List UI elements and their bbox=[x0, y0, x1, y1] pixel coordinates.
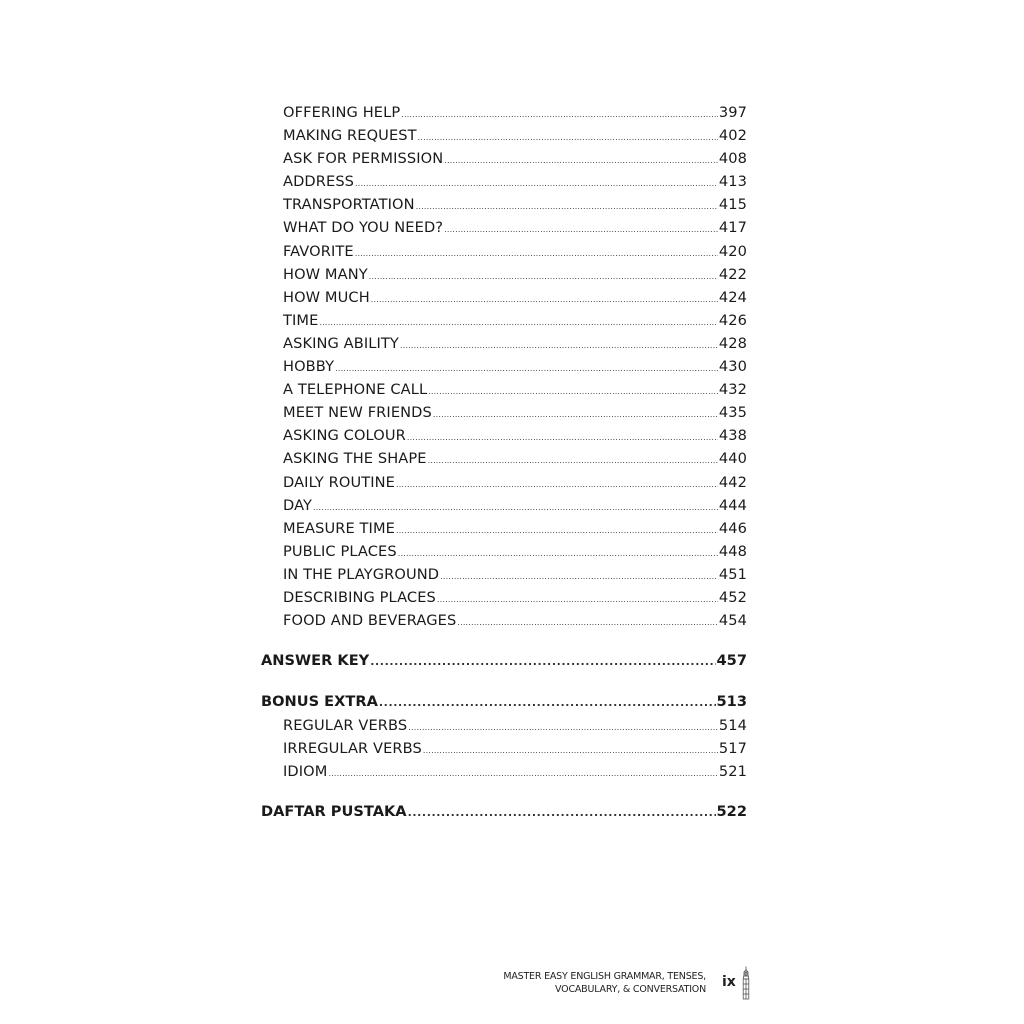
toc-leader-dots bbox=[355, 179, 718, 188]
toc-section-title: BONUS EXTRA bbox=[261, 693, 378, 711]
toc-leader-dots bbox=[433, 410, 718, 419]
toc-leader-dots bbox=[418, 133, 718, 142]
toc-entry-page: 415 bbox=[718, 196, 747, 214]
page-number: ix bbox=[722, 974, 736, 990]
toc-entry bbox=[261, 763, 747, 786]
toc-section-daftar-pustaka bbox=[261, 803, 747, 827]
toc-leader-dots bbox=[416, 202, 718, 211]
footer-book-title-line1: MASTER EASY ENGLISH GRAMMAR, TENSES, bbox=[503, 971, 706, 982]
toc-entry-title: DESCRIBING PLACES bbox=[283, 588, 436, 606]
toc-leader-dots bbox=[319, 318, 717, 327]
toc-leader-dots bbox=[396, 480, 718, 489]
toc-entry-title: WHAT DO YOU NEED? bbox=[283, 219, 444, 237]
toc-entry-title: TRANSPORTATION bbox=[283, 196, 415, 214]
toc-leader-dots bbox=[370, 655, 715, 668]
toc-entry-title: PUBLIC PLACES bbox=[283, 542, 397, 560]
toc-entry-page: 430 bbox=[718, 358, 747, 376]
toc-entry bbox=[261, 173, 747, 196]
toc-leader-dots bbox=[335, 364, 718, 373]
toc-entry bbox=[261, 566, 747, 589]
toc-leader-dots bbox=[313, 503, 718, 512]
toc-leader-dots bbox=[407, 433, 718, 442]
toc-entry-page: 408 bbox=[718, 150, 747, 168]
toc-entry-title: ASKING THE SHAPE bbox=[283, 450, 427, 468]
toc-entry bbox=[261, 740, 747, 763]
toc-entry bbox=[261, 196, 747, 219]
toc-leader-dots bbox=[398, 549, 718, 558]
toc-entry-page: 426 bbox=[718, 311, 747, 329]
toc-entry-page: 444 bbox=[718, 496, 747, 514]
toc-entry bbox=[261, 612, 747, 635]
toc-entry bbox=[261, 543, 747, 566]
toc-entry-title: HOW MANY bbox=[283, 265, 368, 283]
toc-leader-dots bbox=[408, 806, 716, 819]
toc-leader-dots bbox=[328, 769, 717, 778]
toc-entry-title: ASKING ABILITY bbox=[283, 334, 399, 352]
toc-entry-title: IN THE PLAYGROUND bbox=[283, 565, 440, 583]
toc-entry bbox=[261, 589, 747, 612]
toc-entry-page: 413 bbox=[718, 173, 747, 191]
toc-entry-title: IRREGULAR VERBS bbox=[283, 740, 422, 758]
toc-entry-title: REGULAR VERBS bbox=[283, 717, 408, 735]
toc-leader-dots bbox=[401, 110, 718, 119]
toc-entry-title: ADDRESS bbox=[283, 173, 355, 191]
toc-entry-title: MAKING REQUEST bbox=[283, 127, 417, 145]
toc-entry-page: 435 bbox=[718, 404, 747, 422]
toc-entry-page: 451 bbox=[718, 565, 747, 583]
toc-leader-dots bbox=[396, 526, 718, 535]
toc-entry-page: 417 bbox=[718, 219, 747, 237]
toc-entry-title: HOW MUCH bbox=[283, 288, 370, 306]
toc-leader-dots bbox=[400, 341, 718, 350]
toc-entry-page: 428 bbox=[718, 334, 747, 352]
toc-leader-dots bbox=[457, 618, 718, 627]
toc-entry-title: TIME bbox=[283, 311, 319, 329]
toc-entry-page: 440 bbox=[718, 450, 747, 468]
toc-entry bbox=[261, 381, 747, 404]
toc-leader-dots bbox=[444, 156, 718, 165]
toc-entry-title: HOBBY bbox=[283, 358, 335, 376]
toc-entry-page: 402 bbox=[718, 127, 747, 145]
toc-entry bbox=[261, 404, 747, 427]
toc-entry bbox=[261, 717, 747, 740]
toc-entry-page: 432 bbox=[718, 381, 747, 399]
toc-entry-page: 442 bbox=[718, 473, 747, 491]
toc-leader-dots bbox=[369, 272, 718, 281]
toc-entry-page: 397 bbox=[718, 104, 747, 121]
tower-icon bbox=[741, 966, 751, 1000]
toc-entry-title: MEASURE TIME bbox=[283, 519, 395, 537]
toc-entry-title: FOOD AND BEVERAGES bbox=[283, 612, 457, 630]
toc-leader-dots bbox=[440, 572, 718, 581]
toc-leader-dots bbox=[428, 387, 718, 396]
toc-section-bonus-extra bbox=[261, 693, 747, 717]
toc-entry bbox=[261, 150, 747, 173]
toc-section-title: DAFTAR PUSTAKA bbox=[261, 803, 407, 821]
toc-entry-title: DAY bbox=[283, 496, 313, 514]
toc-entry bbox=[261, 266, 747, 289]
toc-entry bbox=[261, 219, 747, 242]
toc-entry bbox=[261, 474, 747, 497]
toc-entry-page: 424 bbox=[718, 288, 747, 306]
toc-entry bbox=[261, 335, 747, 358]
toc-leader-dots bbox=[423, 746, 718, 755]
toc-entry bbox=[261, 104, 747, 127]
toc-leader-dots bbox=[444, 225, 718, 234]
toc-entry-title: IDIOM bbox=[283, 763, 328, 781]
toc-entry-page: 514 bbox=[718, 717, 747, 735]
toc-entry bbox=[261, 289, 747, 312]
toc-entry bbox=[261, 127, 747, 150]
toc-section-page: 513 bbox=[716, 693, 747, 711]
toc-entry-page: 422 bbox=[718, 265, 747, 283]
toc-entry bbox=[261, 497, 747, 520]
toc-entry-page: 521 bbox=[718, 763, 747, 781]
toc-entry bbox=[261, 358, 747, 381]
toc-entry-title: OFFERING HELP bbox=[283, 104, 401, 121]
toc-entry-title: ASKING COLOUR bbox=[283, 427, 406, 445]
toc-entry-title: A TELEPHONE CALL bbox=[283, 381, 428, 399]
toc-leader-dots bbox=[428, 456, 718, 465]
toc-entry-title: MEET NEW FRIENDS bbox=[283, 404, 432, 422]
toc-entry-page: 448 bbox=[718, 542, 747, 560]
toc-entry-page: 452 bbox=[718, 588, 747, 606]
toc-leader-dots bbox=[379, 696, 716, 709]
toc-section-page: 522 bbox=[716, 803, 747, 821]
toc-section-page: 457 bbox=[716, 652, 747, 670]
toc-entry bbox=[261, 427, 747, 450]
toc-entry-page: 454 bbox=[718, 612, 747, 630]
toc-leader-dots bbox=[371, 295, 718, 304]
toc-leader-dots bbox=[355, 249, 718, 258]
toc-leader-dots bbox=[437, 595, 718, 604]
toc-leader-dots bbox=[408, 723, 718, 732]
toc-section-answer-key bbox=[261, 652, 747, 676]
toc-entry-page: 517 bbox=[718, 740, 747, 758]
toc-section-title: ANSWER KEY bbox=[261, 652, 370, 670]
toc-entry-page: 446 bbox=[718, 519, 747, 537]
footer-book-title-line2: VOCABULARY, & CONVERSATION bbox=[555, 984, 706, 995]
toc-entry bbox=[261, 243, 747, 266]
table-of-contents bbox=[261, 104, 747, 827]
toc-entry-title: DAILY ROUTINE bbox=[283, 473, 395, 491]
toc-entry bbox=[261, 520, 747, 543]
toc-entry-page: 438 bbox=[718, 427, 747, 445]
toc-entry bbox=[261, 450, 747, 473]
toc-entry-title: FAVORITE bbox=[283, 242, 354, 260]
toc-entry-page: 420 bbox=[718, 242, 747, 260]
toc-entry-title: ASK FOR PERMISSION bbox=[283, 150, 444, 168]
toc-entry bbox=[261, 312, 747, 335]
running-footer bbox=[503, 970, 706, 996]
